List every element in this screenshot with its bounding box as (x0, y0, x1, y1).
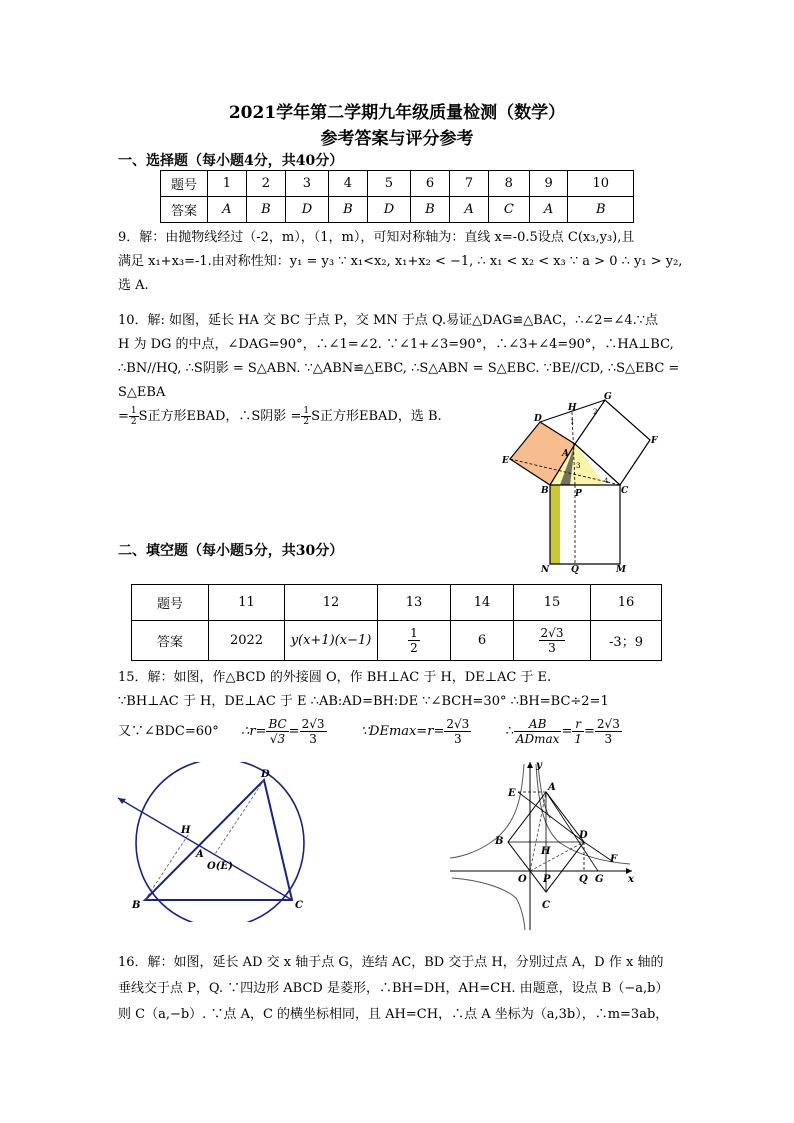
fill-answer-table (131, 584, 662, 661)
half-fraction (129, 406, 139, 427)
answer-12: y(x+1)(x−1) (285, 621, 378, 661)
answer-cell: A (450, 197, 489, 223)
label-h: H (568, 403, 577, 413)
q-number: 5 (368, 171, 411, 197)
q16-figure (450, 758, 640, 933)
q10-figure (500, 392, 670, 577)
label-m: M (616, 565, 626, 575)
answer-cell: B (246, 197, 285, 223)
answer-15 (514, 621, 591, 661)
label-c: C (621, 486, 629, 496)
half-fraction (301, 406, 311, 427)
answer-cell: B (568, 197, 634, 223)
fraction (514, 717, 562, 746)
fraction-denominator: √3 (269, 732, 286, 746)
fraction-numerator: BC (268, 717, 287, 731)
fraction-numerator: 1 (130, 406, 137, 416)
label-d: D (261, 769, 270, 780)
fraction (266, 717, 288, 746)
answer-16: -3；9 (591, 621, 662, 661)
table-row (161, 171, 634, 197)
fraction-denominator: 2 (410, 641, 418, 655)
q15-text: ∴ (505, 724, 514, 739)
label-c: C (295, 900, 303, 911)
fraction-denominator: 3 (309, 732, 317, 746)
segment-od (530, 842, 584, 871)
fraction-denominator: 2 (130, 417, 137, 427)
label-e: E (502, 456, 509, 466)
square-bcmn (550, 485, 620, 564)
angle-1: 1 (570, 418, 575, 426)
q15-text: = (561, 724, 573, 739)
segment-ag (546, 792, 598, 871)
q-number: 1 (208, 171, 247, 197)
q-number: 15 (514, 585, 591, 621)
q10-line3: ∴BN//HQ, ∴S阴影 = S△ABN. ∵△ABN≌△EBC, ∴S△ABN = S△EBC. ∵BE//CD, ∴S△EBC = S△EBA (118, 361, 680, 400)
fraction-denominator: 3 (604, 732, 613, 746)
label-y: y (536, 760, 542, 771)
answer-cell: B (328, 197, 367, 223)
answer-11: 2022 (209, 621, 285, 661)
fraction-numerator: 2√3 (596, 717, 620, 731)
q10-line2: H 为 DG 的中点，∠DAG=90°，∴∠1=∠2. ∵∠1+∠3=90°，∴∠3+∠4=90°，∴HA⊥BC, (118, 337, 674, 352)
label-x: x (628, 874, 634, 885)
segment-de (215, 780, 264, 854)
row-label: 答案 (132, 621, 209, 661)
answer-14: 6 (451, 621, 514, 661)
label-q: Q (571, 565, 579, 575)
section1-heading: 一、选择题（每小题4分，共40分） (118, 153, 344, 169)
y-axis-arrow (527, 762, 533, 768)
label-b: B (132, 900, 141, 911)
label-a: A (196, 849, 204, 860)
fraction (408, 626, 420, 655)
q-number: 11 (209, 585, 285, 621)
q-number: 12 (285, 585, 378, 621)
fraction-numerator: 1 (410, 626, 418, 640)
label-n: N (541, 565, 550, 575)
q9-line2: 满足 x₁+x₃=-1.由对称性知：y₁ = y₃ ∵ x₁<x₂, x₁+x₂ < −1, ∴ x₁ < x₂ < x₃ ∵ a > 0 ∴ y₁ > y₂, (118, 254, 683, 269)
label-h: H (181, 825, 191, 836)
q10-line4-end: S正方形EBAD，选 B. (311, 409, 442, 424)
segment-bh (145, 835, 188, 900)
fraction-denominator: 3 (548, 641, 556, 655)
label-o: O (518, 874, 527, 885)
q10-line1: 10．解: 如图，延长 HA 交 BC 于点 P，交 MN 于点 Q.易证△DAG≌△BAC，∴∠2=∠4.∵点 (118, 313, 659, 328)
fraction-denominator: ADmax (515, 732, 560, 746)
angle-2: 2 (593, 408, 598, 416)
fraction-denominator: 1 (574, 732, 582, 746)
label-f: F (651, 436, 658, 446)
q15-line2: ∵BH⊥AC 于 H，DE⊥AC 于 E ∴AB:AD=BH:DE ∵∠BCH=30° ∴BH=BC÷2=1 (118, 694, 609, 709)
answer-cell: C (488, 197, 529, 223)
q-number: 13 (378, 585, 451, 621)
hyperbola-q2 (450, 764, 524, 858)
fraction-denominator: 2 (303, 417, 310, 427)
label-b: B (541, 486, 549, 496)
label-h: H (541, 846, 551, 857)
answer-cell: A (529, 197, 568, 223)
label-q: Q (579, 874, 588, 885)
label-d: D (534, 414, 542, 424)
angle-4: 4 (604, 477, 609, 485)
q15-solution (118, 666, 698, 714)
fraction-numerator: AB (514, 717, 562, 732)
q15-figure (112, 762, 322, 922)
q15-line1: 15．解：如图，作△BCD 的外接圆 O，作 BH⊥AC 于 H，DE⊥AC 于 E. (118, 670, 552, 685)
q-number: 6 (410, 171, 449, 197)
q9-line1: 9．解：由抛物线经过（-2，m），（1，m），可知对称轴为：直线 x=-0.5设点 C(x₃,y₃),且 (118, 230, 635, 245)
q15-text: 又∵∠BDC=60° (118, 724, 219, 739)
q16-line3: 则 C（a,−b）. ∵点 A，C 的横坐标相同，且 AH=CH，∴点 A 坐标为（a,3b），∴m=3ab， (118, 1007, 669, 1022)
label-o-e: O(E) (207, 861, 233, 872)
row-label: 题号 (161, 171, 208, 197)
row-label: 答案 (161, 197, 208, 223)
fraction-numerator: 1 (303, 406, 310, 416)
q16-line1: 16．解：如图，延长 AD 交 x 轴于点 G，连结 AC，BD 交于点 H，分别过点 A，D 作 x 轴的 (118, 955, 664, 970)
answer-cell: A (208, 197, 247, 223)
answer-13 (378, 621, 451, 661)
angle-3: 3 (576, 462, 581, 470)
q15-text: = (288, 724, 300, 739)
fraction-numerator: 2√3 (540, 626, 564, 640)
q15-line3 (118, 712, 718, 752)
page-subtitle: 参考答案与评分参考 (320, 129, 474, 149)
answer-cell: B (410, 197, 449, 223)
label-g: G (595, 874, 604, 885)
line-ca-extended (118, 798, 292, 900)
shaded-strip (550, 485, 560, 564)
fraction (572, 717, 584, 746)
q-number: 14 (451, 585, 514, 621)
segment-oa (530, 792, 546, 871)
q16-line2: 垂线交于点 P，Q. ∵四边形 ABCD 是菱形，∴BH=DH，AH=CH. 由题意，设点 B（−a,b） (118, 981, 669, 996)
q-number: 3 (286, 171, 329, 197)
q-number: 4 (328, 171, 367, 197)
section2-heading: 二、填空题（每小题5分，共30分） (118, 543, 344, 559)
fraction (595, 717, 622, 746)
fraction-numerator: 2√3 (446, 717, 470, 731)
q16-solution (118, 950, 698, 1028)
label-b: B (495, 836, 504, 847)
q15-text: ∵DEmax=r= (360, 724, 445, 739)
page-title: 2021学年第二学期九年级质量检测（数学） (228, 103, 566, 123)
mc-answer-table (160, 170, 634, 223)
q15-text: = (584, 724, 595, 739)
label-c: C (542, 900, 550, 911)
arrow-head (118, 798, 126, 804)
table-row (132, 621, 662, 661)
segment-df (584, 842, 612, 861)
label-g: G (604, 392, 612, 402)
q-number: 8 (488, 171, 529, 197)
label-f: F (610, 854, 618, 865)
q-number: 9 (529, 171, 568, 197)
fraction-numerator: 2√3 (301, 717, 325, 731)
q9-solution (118, 226, 688, 298)
q10-line4-text: S正方形EBAD，∴S阴影 = (138, 409, 302, 424)
table-row (161, 197, 634, 223)
q10-eq-sign: = (118, 409, 129, 424)
table-row (132, 585, 662, 621)
fraction (300, 717, 327, 746)
label-p: P (575, 489, 582, 499)
q9-line3: 选 A. (118, 278, 149, 293)
q-number: 7 (450, 171, 489, 197)
triangle-bcd (145, 780, 292, 900)
q-number: 16 (591, 585, 662, 621)
fraction (539, 626, 566, 655)
q-number: 10 (568, 171, 634, 197)
answer-cell: D (368, 197, 411, 223)
fraction-denominator: 3 (454, 732, 462, 746)
label-p: P (543, 874, 551, 885)
fraction (444, 717, 471, 746)
fraction-numerator: r (572, 717, 584, 732)
label-a: A (562, 449, 569, 459)
hyperbola-q3 (452, 878, 525, 930)
row-label: 题号 (132, 585, 209, 621)
answer-cell: D (286, 197, 329, 223)
label-d: D (579, 830, 588, 841)
label-e: E (508, 788, 516, 799)
label-a: A (548, 782, 556, 793)
q15-text: ∴r= (241, 724, 267, 739)
q-number: 2 (246, 171, 285, 197)
